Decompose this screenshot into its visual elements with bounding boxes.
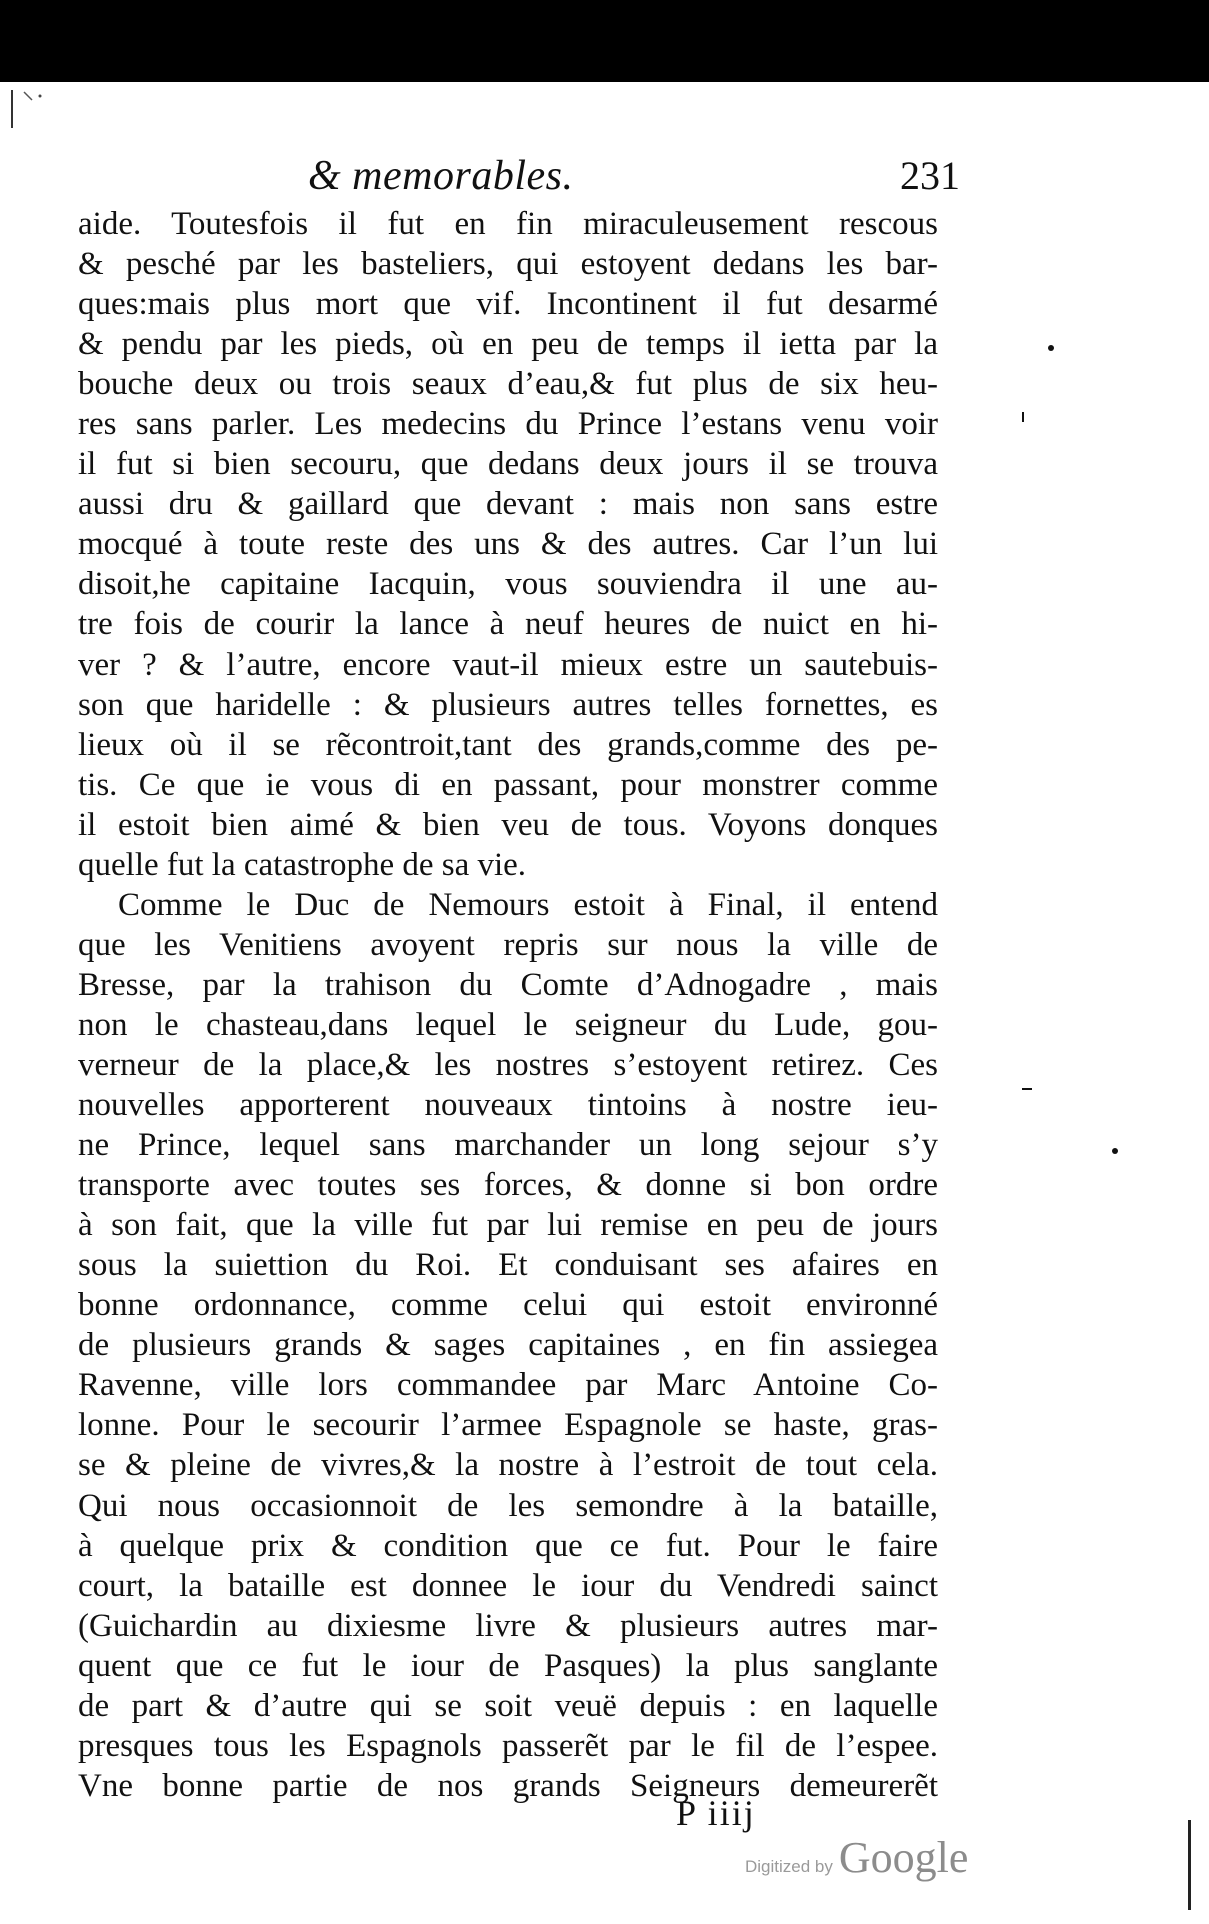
text-line: presques tous les Espagnols passerẽt par le fil de l’espee. <box>78 1727 938 1764</box>
digitization-watermark <box>745 1832 968 1892</box>
text-line: il estoit bien aimé & bien veu de tous. Voyons donques <box>78 806 938 843</box>
text-line: lieux où il se rẽcontroit,tant des grands,comme des pe- <box>78 726 938 763</box>
text-line: à quelque prix & condition que ce fut. Pour le faire <box>78 1527 938 1564</box>
ink-speck <box>1112 1148 1118 1154</box>
text-line: à son fait, que la ville fut par lui remise en peu de jours <box>78 1207 938 1244</box>
text-line: aide. Toutesfois il fut en fin miraculeusement rescous <box>78 206 938 242</box>
page-header <box>80 152 960 206</box>
text-line: lonne. Pour le secourir l’armee Espagnole se haste, gras- <box>78 1407 938 1444</box>
text-line: quelle fut la catastrophe de sa vie. <box>78 846 527 883</box>
page-number: 231 <box>900 153 960 198</box>
text-line: tre fois de courir la lance à neuf heures de nuict en hi- <box>78 606 938 643</box>
scan-right-edge-line <box>1188 1820 1191 1910</box>
ink-speck <box>1022 1088 1032 1090</box>
watermark-brand: Google <box>838 1833 969 1882</box>
text-line: il fut si bien secouru, que dedans deux jours il se trouva <box>78 446 938 483</box>
text-line: Ravenne, ville lors commandee par Marc Antoine Co- <box>78 1367 938 1404</box>
text-line: ver ? & l’autre, encore vaut-il mieux estre un sautebuis- <box>78 646 938 683</box>
text-line: court, la bataille est donnee le iour du Vendredi sainct <box>78 1567 938 1604</box>
text-line: que les Venitiens avoyent repris sur nous la ville de <box>78 926 938 963</box>
text-line: aussi dru & gaillard que devant : mais non sans estre <box>78 486 938 523</box>
text-line: sous la suiettion du Roi. Et conduisant ses afaires en <box>78 1247 938 1284</box>
text-line: nouvelles apporterent nouveaux tintoins à nostre ieu- <box>78 1087 938 1124</box>
text-line: Bresse, par la trahison du Comte d’Adnogadre , mais <box>78 966 938 1003</box>
ink-speck <box>1022 412 1024 422</box>
text-line: bonne ordonnance, comme celui qui estoit environné <box>78 1287 938 1324</box>
ink-speck <box>1048 345 1054 351</box>
text-line: quent que ce fut le iour de Pasques) la plus sanglante <box>78 1647 938 1684</box>
text-line: res sans parler. Les medecins du Prince l’estans venu voir <box>78 406 938 443</box>
text-line: disoit,he capitaine Iacquin, vous souviendra il une au- <box>78 566 938 603</box>
text-line: de part & d’autre qui se soit veuë depuis : en laquelle <box>78 1687 938 1724</box>
text-line: ne Prince, lequel sans marchander un long sejour s’y <box>78 1127 938 1164</box>
text-line: Vne bonne partie de nos grands Seigneurs demeurerẽt <box>78 1767 938 1804</box>
running-title: & memorables. <box>308 153 574 199</box>
text-line: son que haridelle : & plusieurs autres telles fornettes, es <box>78 686 938 723</box>
text-line: ques:mais plus mort que vif. Incontinent il fut desarmé <box>78 286 938 323</box>
text-line: se & pleine de vivres,& la nostre à l’estroit de tout cela. <box>78 1447 938 1484</box>
scan-edge-marks <box>10 88 50 148</box>
text-line: & pesché par les basteliers, qui estoyent dedans les bar- <box>78 246 938 283</box>
text-line: (Guichardin au dixiesme livre & plusieurs autres mar- <box>78 1607 938 1644</box>
text-line: de plusieurs grands & sages capitaines , en fin assiegea <box>78 1327 938 1364</box>
text-line: transporte avec toutes ses forces, & donne si bon ordre <box>78 1167 938 1204</box>
text-line: & pendu par les pieds, où en peu de temps il ietta par la <box>78 326 938 363</box>
text-line: Qui nous occasionnoit de les semondre à la bataille, <box>78 1487 938 1524</box>
scan-top-black-band <box>0 0 1209 82</box>
text-line: verneur de la place,& les nostres s’estoyent retirez. Ces <box>78 1046 938 1083</box>
text-line: Comme le Duc de Nemours estoit à Final, il entend <box>118 886 938 923</box>
text-line: non le chasteau,dans lequel le seigneur du Lude, gou- <box>78 1006 938 1043</box>
signature-mark: P iiij <box>676 1793 756 1833</box>
text-line: bouche deux ou trois seaux d’eau,& fut plus de six heu- <box>78 366 938 403</box>
text-line: tis. Ce que ie vous di en passant, pour monstrer comme <box>78 766 938 803</box>
text-line: mocqué à toute reste des uns & des autres. Car l’un lui <box>78 526 938 563</box>
body-text <box>78 204 938 1806</box>
watermark-prefix: Digitized by <box>745 1857 833 1876</box>
